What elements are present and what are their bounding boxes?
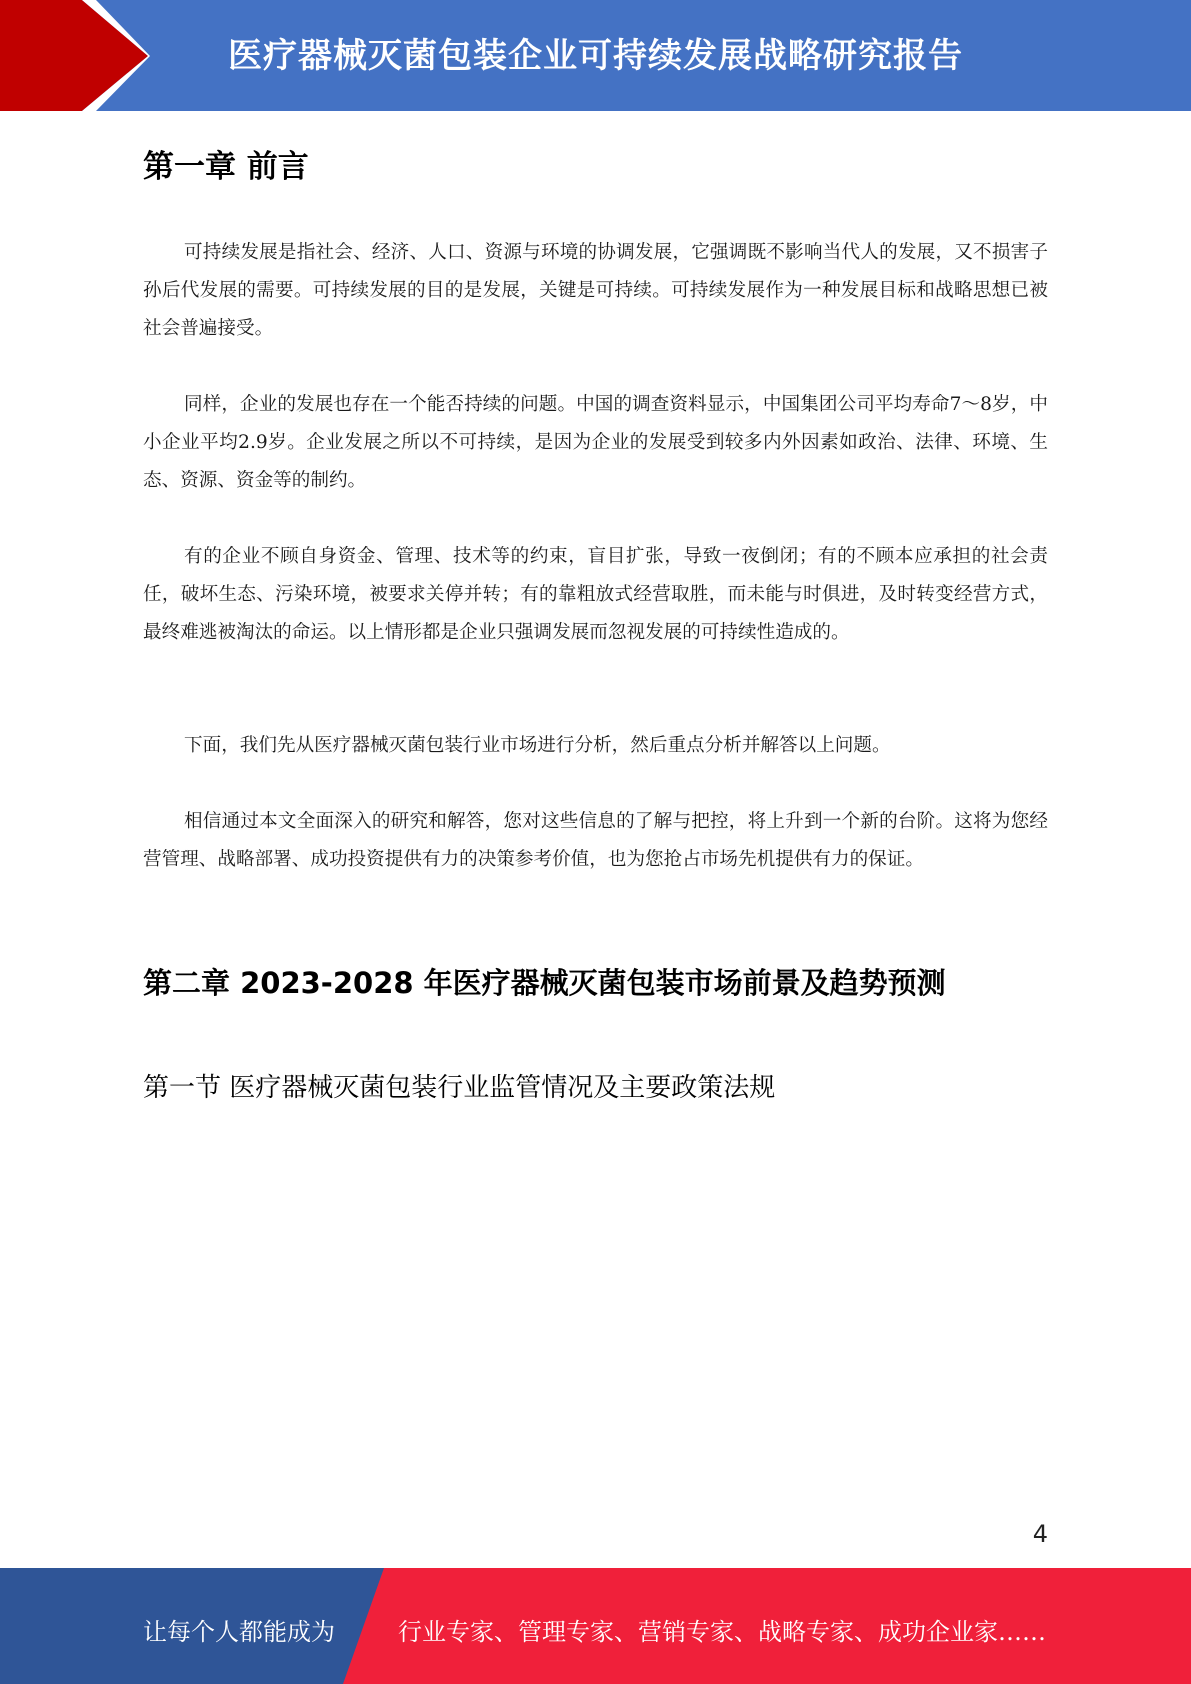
paragraph: 同样，企业的发展也存在一个能否持续的问题。中国的调查资料显示，中国集团公司平均寿命7～8岁，中小企业平均2.9岁。企业发展之所以不可持续，是因为企业的发展受到较多内外因素如政治、法律、环境、生态、资源、资金等的制约。 [143,394,1048,491]
paragraph: 有的企业不顾自身资金、管理、技术等的约束，盲目扩张，导致一夜倒闭；有的不顾本应承担的社会责任，破坏生态、污染环境，被要求关停并转；有的靠粗放式经营取胜，而未能与时俱进，及时转变经营方式，最终难逃被淘汰的命运。以上情形都是企业只强调发展而忽视发展的可持续性造成的。 [143,546,1048,643]
paragraph: 可持续发展是指社会、经济、人口、资源与环境的协调发展，它强调既不影响当代人的发展，又不损害子孙后代发展的需要。可持续发展的目的是发展，关键是可持续。可持续发展作为一种发展目标和战略思想已被社会普遍接受。 [143,242,1048,339]
page-number: 4 [1032,1520,1048,1548]
page-header [0,0,1191,111]
footer-slogan-right: 行业专家、管理专家、营销专家、战略专家、成功企业家…… [398,1618,1046,1646]
paragraph: 下面，我们先从医疗器械灭菌包装行业市场进行分析，然后重点分析并解答以上问题。 [184,735,891,756]
report-title: 医疗器械灭菌包装企业可持续发展战略研究报告 [228,36,963,76]
chapter-2-title: 第二章 2023-2028 年医疗器械灭菌包装市场前景及趋势预测 [143,966,946,1000]
section-1-title: 第一节 医疗器械灭菌包装行业监管情况及主要政策法规 [143,1073,776,1103]
footer-slogan-left: 让每个人都能成为 [143,1618,335,1646]
chapter-1-title: 第一章 前言 [143,149,309,185]
paragraph: 相信通过本文全面深入的研究和解答，您对这些信息的了解与把控，将上升到一个新的台阶。这将为您经营管理、战略部署、成功投资提供有力的决策参考价值，也为您抢占市场先机提供有力的保证。 [143,811,1048,870]
page-footer [0,1568,1191,1684]
